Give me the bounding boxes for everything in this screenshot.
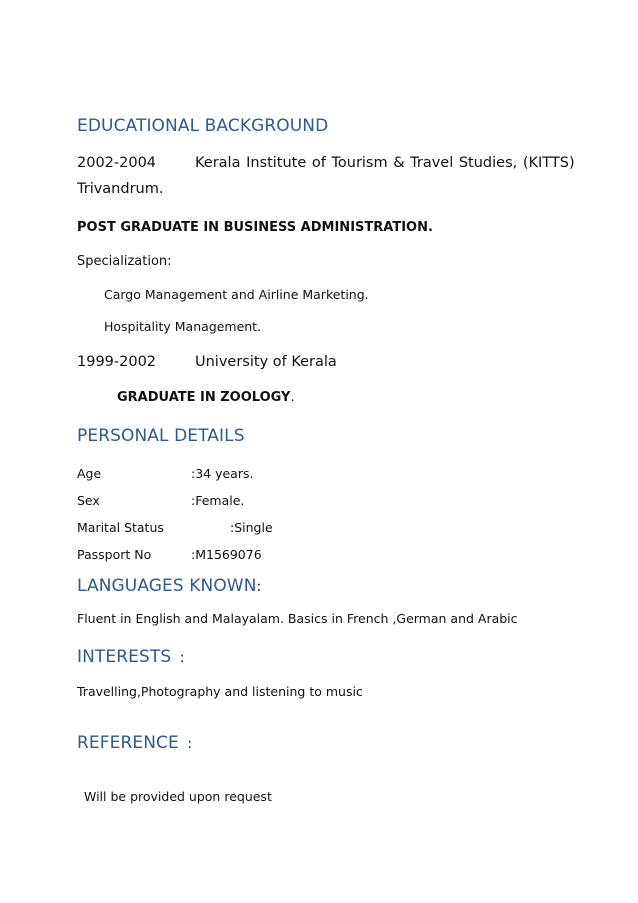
- education-2-institution: University of Kerala: [195, 354, 337, 370]
- personal-value-marital: :Single: [230, 520, 273, 535]
- personal-value-passport: :M1569076: [191, 547, 262, 562]
- personal-label-sex: Sex: [77, 493, 100, 508]
- education-2-degree-suffix: .: [290, 390, 295, 405]
- personal-heading: PERSONAL DETAILS: [77, 426, 245, 446]
- education-2-degree-line: [117, 390, 295, 405]
- personal-label-age: Age: [77, 466, 102, 481]
- interests-text: Travelling,Photography and listening to music: [77, 684, 363, 699]
- education-1-degree: POST GRADUATE IN BUSINESS ADMINISTRATION.: [77, 220, 433, 235]
- education-2-degree: GRADUATE IN ZOOLOGY: [117, 390, 291, 405]
- reference-heading: REFERENCE: [77, 733, 179, 753]
- reference-text: Will be provided upon request: [84, 789, 272, 804]
- languages-heading-line: [77, 576, 261, 596]
- reference-heading-line: [77, 733, 192, 753]
- education-1-institution: Kerala Institute of Tourism & Travel Studies, (KITTS): [195, 155, 575, 171]
- languages-heading: LANGUAGES KNOWN: [77, 576, 257, 596]
- education-1-location: Trivandrum.: [77, 181, 164, 197]
- reference-colon: :: [187, 736, 193, 752]
- specialization-item: Cargo Management and Airline Marketing.: [104, 287, 369, 302]
- personal-value-age: :34 years.: [191, 466, 254, 481]
- languages-colon: :: [256, 579, 262, 595]
- education-1-years: 2002-2004: [77, 155, 157, 171]
- personal-label-passport: Passport No: [77, 547, 152, 562]
- specialization-item: Hospitality Management.: [104, 319, 262, 334]
- specialization-label: Specialization:: [77, 254, 172, 269]
- languages-text: Fluent in English and Malayalam. Basics in French ,German and Arabic: [77, 611, 518, 626]
- interests-heading-line: [77, 647, 185, 667]
- education-2-years: 1999-2002: [77, 354, 157, 370]
- interests-heading: INTERESTS: [77, 647, 172, 667]
- personal-value-sex: :Female.: [191, 493, 245, 508]
- education-heading: EDUCATIONAL BACKGROUND: [77, 116, 329, 136]
- interests-colon: :: [179, 650, 185, 666]
- personal-label-marital: Marital Status: [77, 520, 164, 535]
